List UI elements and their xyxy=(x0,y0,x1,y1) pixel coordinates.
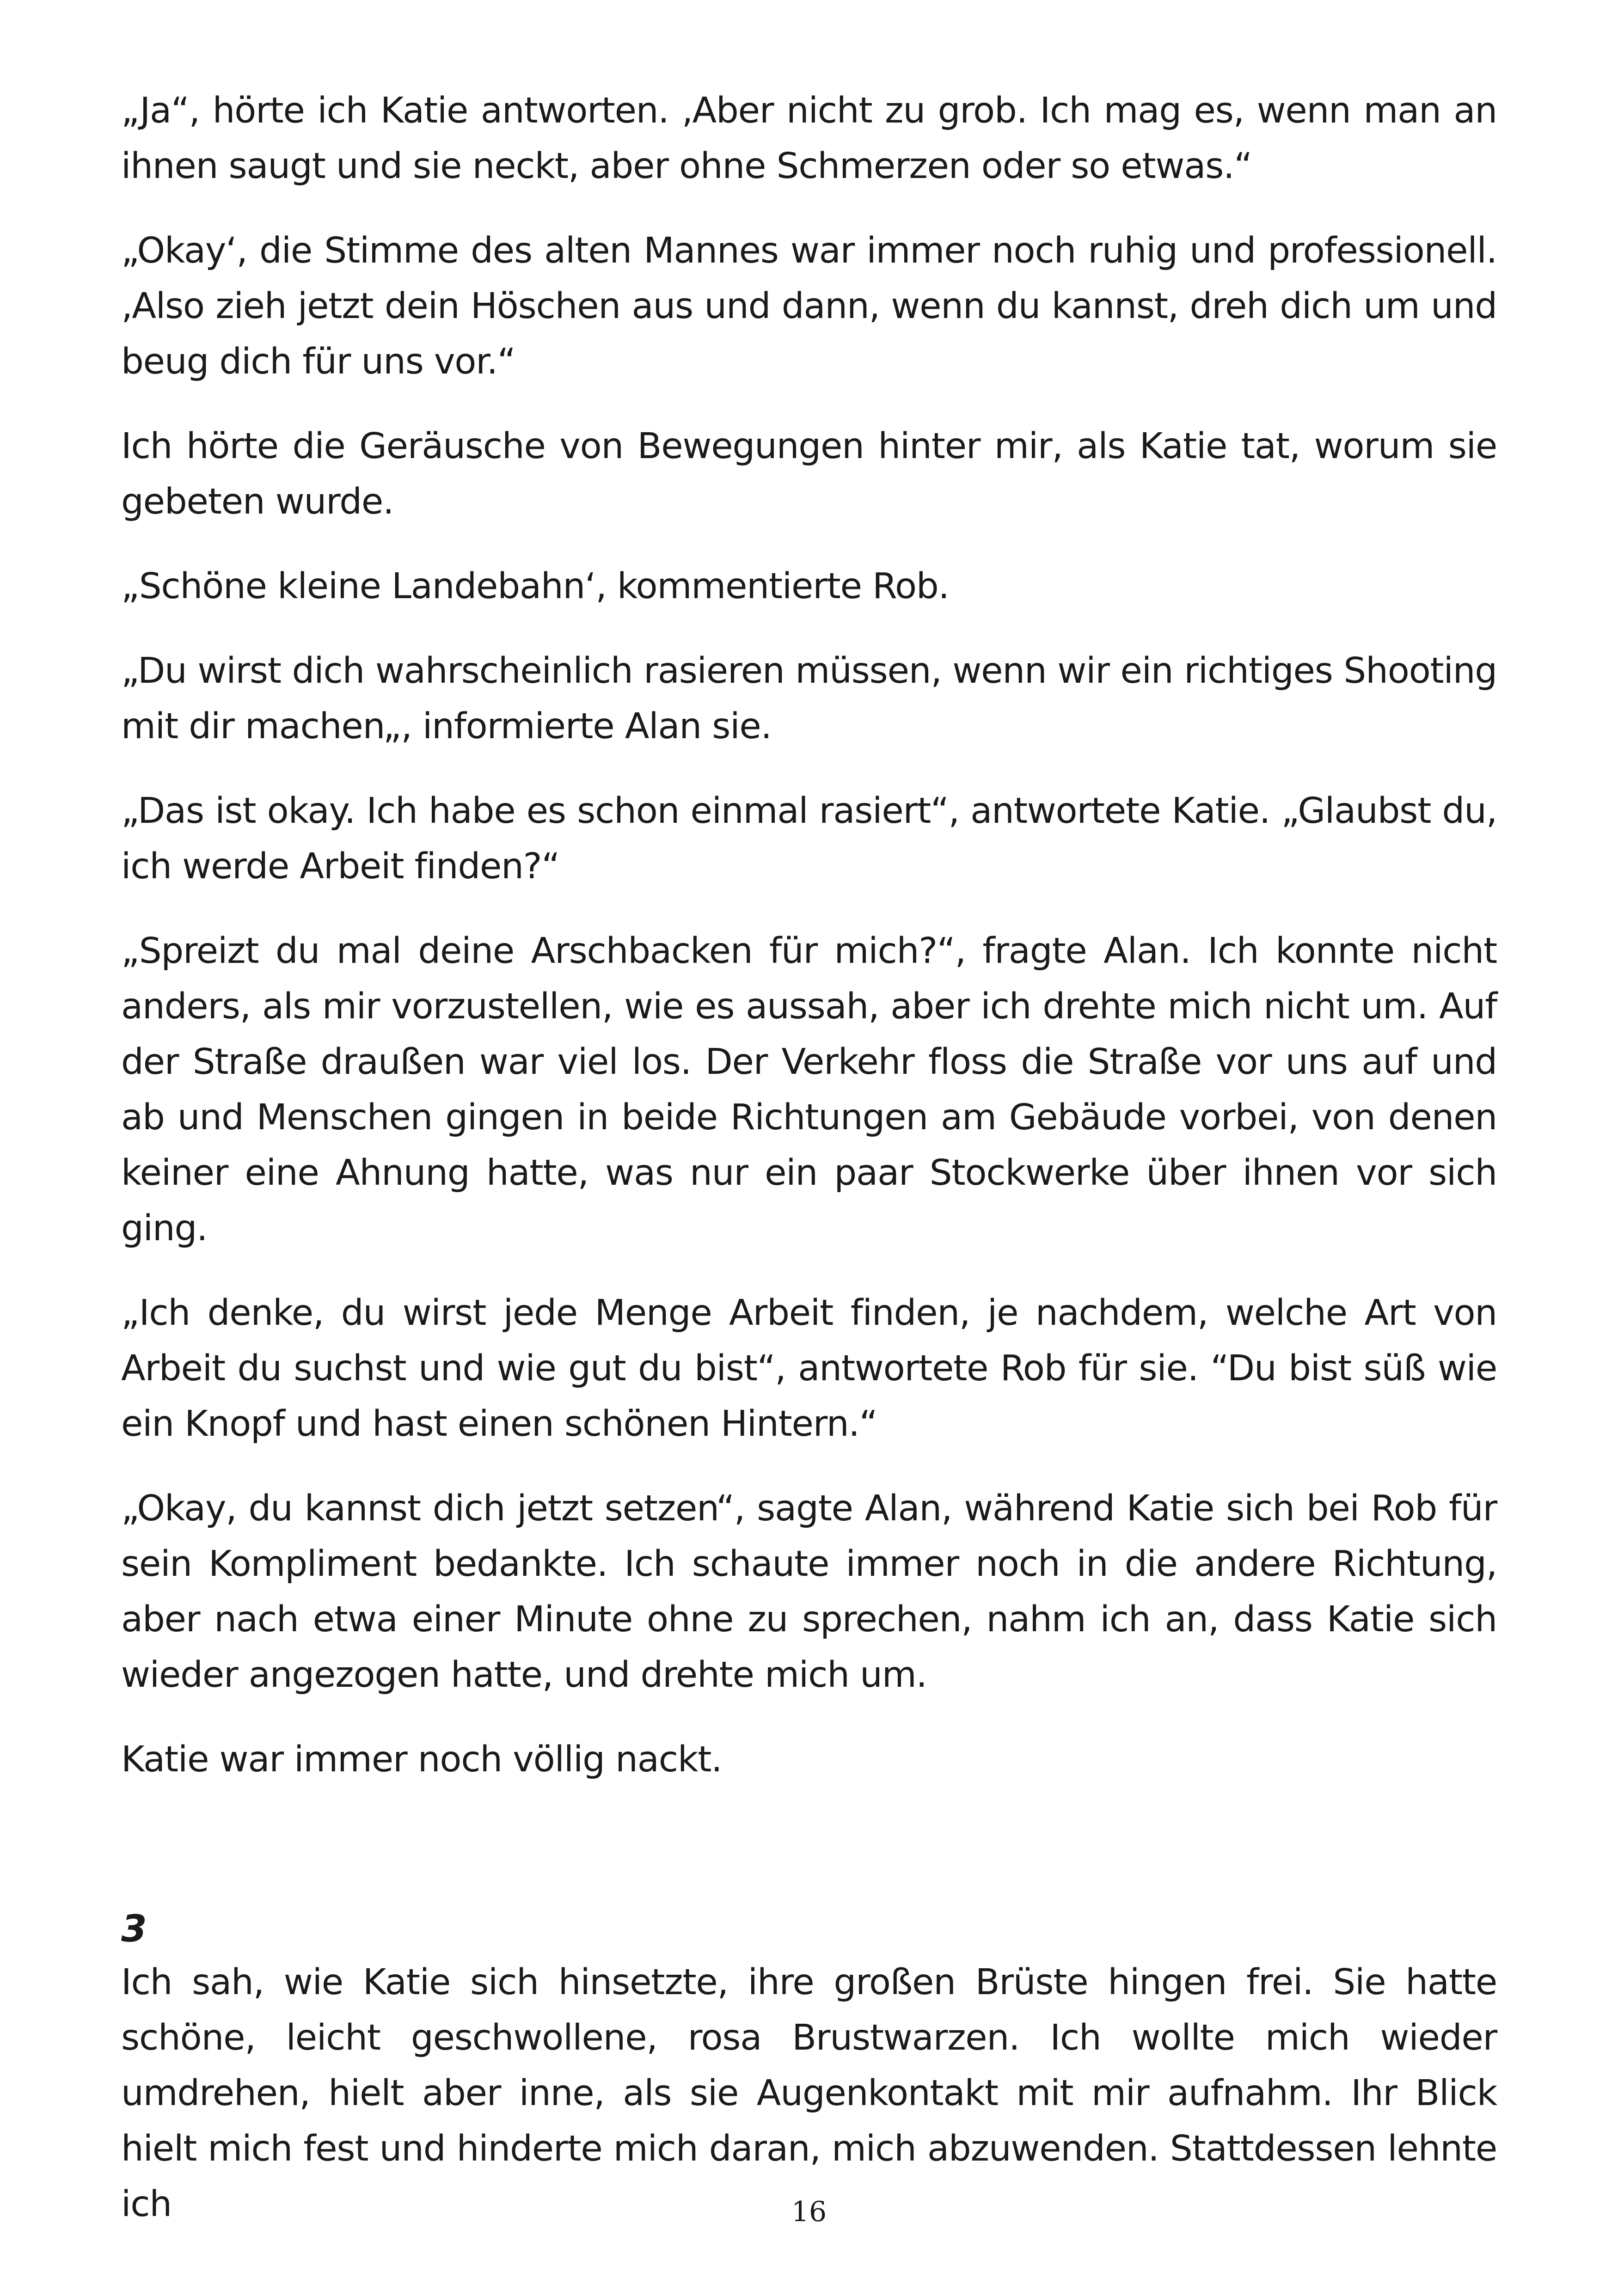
body-text xyxy=(121,83,1497,2232)
paragraph: Katie war immer noch völlig nackt. xyxy=(121,1739,722,1780)
paragraph: „Okay, du kannst dich jetzt setzen“, sagte Alan, während Katie sich bei Rob für sein Kompliment bedankte. Ich schaute immer noch in die andere Richtung, aber nach etwa einer Minute ohne zu sprechen, nahm ich an, dass Katie sich wieder angezogen hatte, und drehte mich um. xyxy=(121,1488,1497,1696)
paragraph: „Ich denke, du wirst jede Menge Arbeit finden, je nachdem, welche Art von Arbeit du suchst und wie gut du bist“, antwortete Rob für sie. “Du bist süß wie ein Knopf und hast einen schönen Hintern.“ xyxy=(121,1292,1497,1445)
chapter-heading: 3 xyxy=(121,1907,147,1950)
chapter-paragraph: Ich sah, wie Katie sich hinsetzte, ihre großen Brüste hingen frei. Sie hatte schöne, leicht geschwollene, rosa Brustwarzen. Ich wollte mich wieder umdrehen, hielt aber inne, als sie Augenkontakt mit mir aufnahm. Ihr Blick hielt mich fest und hinderte mich daran, mich abzuwenden. Stattdessen lehnte ich xyxy=(121,1962,1497,2225)
paragraph: Ich hörte die Geräusche von Bewegungen hinter mir, als Katie tat, worum sie gebeten wurde. xyxy=(121,426,1497,522)
paragraph: „Du wirst dich wahrscheinlich rasieren müssen, wenn wir ein richtiges Shooting mit dir machen„, informierte Alan sie. xyxy=(121,650,1497,747)
paragraph: „Schöne kleine Landebahn‘, kommentierte Rob. xyxy=(121,566,949,607)
paragraph: „Okay‘, die Stimme des alten Mannes war immer noch ruhig und professionell. ‚Also zieh jetzt dein Höschen aus und dann, wenn du kannst, dreh dich um und beug dich für uns vor.“ xyxy=(121,230,1497,382)
page-number: 16 xyxy=(791,2196,827,2228)
paragraph: „Ja“, hörte ich Katie antworten. ‚Aber nicht zu grob. Ich mag es, wenn man an ihnen saugt und sie neckt, aber ohne Schmerzen oder so etwas.“ xyxy=(121,90,1497,187)
paragraph: „Das ist okay. Ich habe es schon einmal rasiert“, antwortete Katie. „Glaubst du, ich werde Arbeit finden?“ xyxy=(121,790,1497,887)
paragraph: „Spreizt du mal deine Arschbacken für mich?“, fragte Alan. Ich konnte nicht anders, als mir vorzustellen, wie es aussah, aber ich drehte mich nicht um. Auf der Straße draußen war viel los. Der Verkehr floss die Straße vor uns auf und ab und Menschen gingen in beide Richtungen am Gebäude vorbei, von denen keiner eine Ahnung hatte, was nur ein paar Stockwerke über ihnen vor sich ging. xyxy=(121,931,1497,1249)
